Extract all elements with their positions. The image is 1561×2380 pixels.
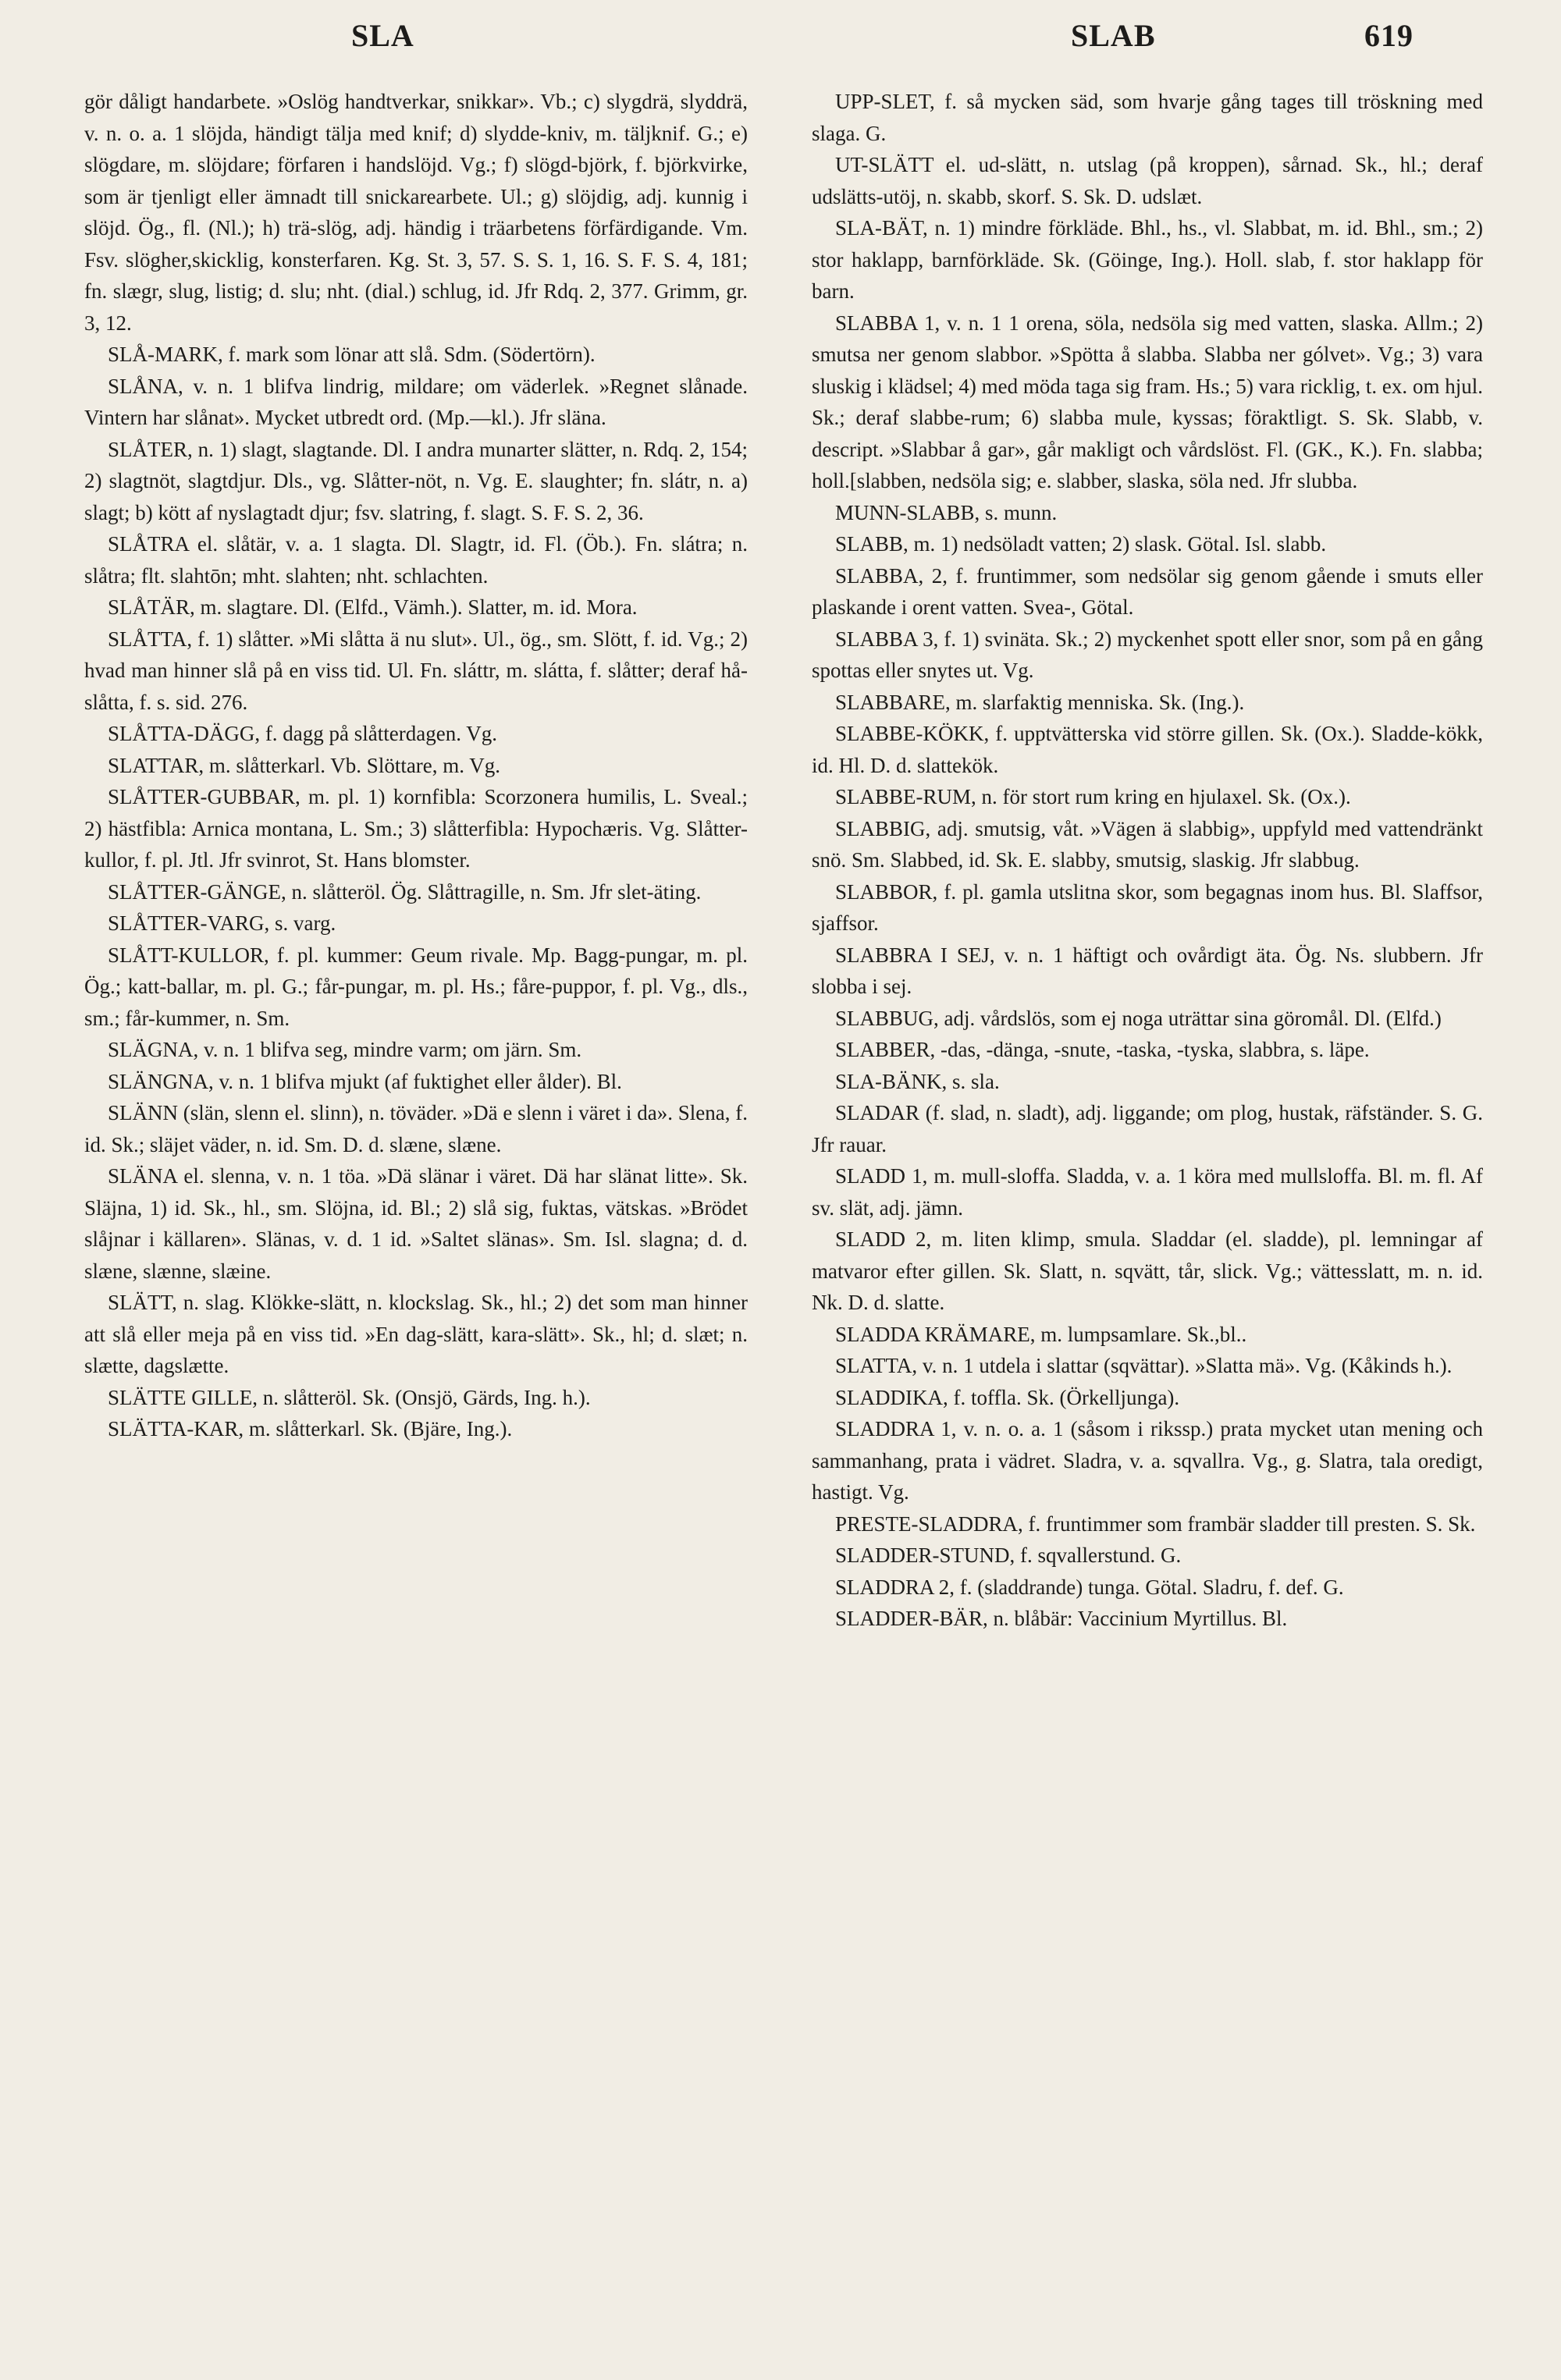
header-right-guideword: SLAB xyxy=(1071,18,1156,53)
dictionary-entry: SLÅTTER-GUBBAR, m. pl. 1) kornfibla: Scorzonera humilis, L. Sveal.; 2) hästfibla: Arnica montana, L. Sm.; 3) slåtterfibla: Hypochæris. Vg. Slåtter-kullor, f. pl. Jtl. Jfr svinrot, St. Hans blomster. xyxy=(84,785,748,872)
dictionary-entry: SLABBUG, adj. vårdslös, som ej noga uträttar sina göromål. Dl. (Elfd.) xyxy=(835,1006,1442,1030)
dictionary-entry: SLABBA 3, f. 1) svinäta. Sk.; 2) myckenhet spott eller snor, som på en gång spottas eller snytes ut. Vg. xyxy=(812,627,1483,682)
dictionary-entry: gör dåligt handarbete. »Oslög handtverkar, snikkar». Vb.; c) slygdrä, slyddrä, v. n. o. a. 1 slöjda, händigt tälja med knif; d) slydde-kniv, m. täljknif. G.; e) slögdare, m. slöjdare; förfaren i handslöjd. Vg.; f) slögd-björk, f. björkvirke, som är tjenligt eller ämnadt till snickarearbete. Ul.; g) slöjdig, adj. kunnig i slöjd. Ög., fl. (Nl.); h) trä-slög, adj. händig i träarbetens förfärdigande. Vm. Fsv. slögher,skicklig, konsterfaren. Kg. St. 3, 57. S. S. 1, 16. S. F. S. 4, 181; fn. slægr, slug, listig; d. slu; nht. (dial.) schlug, id. Jfr Rdq. 2, 377. Grimm, gr. 3, 12. xyxy=(84,90,748,335)
running-header xyxy=(0,17,1561,64)
dictionary-entry: SLÄTTE GILLE, n. slåtteröl. Sk. (Onsjö, Gärds, Ing. h.). xyxy=(108,1385,591,1409)
dictionary-entry: SLABB, m. 1) nedsöladt vatten; 2) slask. Götal. Isl. slabb. xyxy=(835,532,1327,556)
dictionary-entry: SLÅ-MARK, f. mark som lönar att slå. Sdm. (Södertörn). xyxy=(108,343,596,366)
dictionary-entry: SLADD 2, m. liten klimp, smula. Sladdar (el. sladde), pl. lemningar af matvaror efter gillen. Sk. Slatt, n. sqvätt, tår, slick. Vg.; vättesslatt, m. n. id. Nk. D. d. slatte. xyxy=(812,1227,1483,1314)
dictionary-entry: SLADDRA 2, f. (sladdrande) tunga. Götal. Sladru, f. def. G. xyxy=(835,1575,1344,1599)
dictionary-entry: SLÄTTA-KAR, m. slåtterkarl. Sk. (Bjäre, Ing.). xyxy=(108,1417,513,1440)
dictionary-entry: SLÄNA el. slenna, v. n. 1 töa. »Dä slänar i väret. Dä har slänat litte». Sk. Släjna, 1) id. Sk., hl., sm. Slöjna, id. Bl.; 2) slå sig, fuktas, vätskas. »Brödet slåjnar i källaren». Slänas, v. d. 1 id. »Saltet slänas». Sm. Isl. slagna; d. d. slæne, slænne, slæine. xyxy=(84,1164,748,1283)
dictionary-entry: SLABBIG, adj. smutsig, våt. »Vägen ä slabbig», uppfyld med vattendränkt snö. Sm. Slabbed, id. Sk. E. slabby, smutsig, slaskig. Jfr slabbug. xyxy=(812,816,1483,872)
right-column xyxy=(812,86,1483,1635)
left-column xyxy=(84,86,748,1445)
dictionary-entry: SLÅTTER-GÄNGE, n. slåtteröl. Ög. Slåttragille, n. Sm. Jfr slet-äting. xyxy=(108,879,702,904)
dictionary-entry: SLABBRA I SEJ, v. n. 1 häftigt och ovårdigt äta. Ög. Ns. slubbern. Jfr slobba i sej. xyxy=(812,943,1483,998)
dictionary-entry: SLABBARE, m. slarfaktig menniska. Sk. (Ing.). xyxy=(835,690,1245,714)
dictionary-entry: SLABBE-KÖKK, f. upptvätterska vid större gillen. Sk. (Ox.). Sladde-kökk, id. Hl. D. d. slattekök. xyxy=(812,722,1483,777)
dictionary-entry: SLÅTRA el. slåtär, v. a. 1 slagta. Dl. Slagtr, id. Fl. (Öb.). Fn. slátra; n. slåtra; flt. slahtōn; mht. slahten; nht. schlachten. xyxy=(84,532,748,588)
dictionary-entry: SLADD 1, m. mull-sloffa. Sladda, v. a. 1 köra med mullsloffa. Bl. m. fl. Af sv. slät, adj. jämn. xyxy=(812,1164,1483,1220)
dictionary-entry: UPP-SLET, f. så mycken säd, som hvarje gång tages till tröskning med slaga. G. xyxy=(812,90,1483,145)
dictionary-entry: UT-SLÄTT el. ud-slätt, n. utslag (på kroppen), sårnad. Sk., hl.; deraf udslätts-utöj, n. skabb, skorf. S. Sk. D. udslæt. xyxy=(812,153,1483,208)
dictionary-entry: PRESTE-SLADDRA, f. fruntimmer som frambär sladder till presten. S. Sk. xyxy=(835,1511,1476,1536)
dictionary-entry: SLA-BÄT, n. 1) mindre förkläde. Bhl., hs., vl. Slabbat, m. id. Bhl., sm.; 2) stor haklapp, barnförkläde. Sk. (Göinge, Ing.). Holl. slab, f. stor haklapp för barn. xyxy=(812,216,1483,303)
dictionary-entry: SLABBA, 2, f. fruntimmer, som nedsölar sig genom gående i smuts eller plaskande i orent vatten. Svea-, Götal. xyxy=(812,563,1483,619)
dictionary-entry: SLATTAR, m. slåtterkarl. Vb. Slöttare, m. Vg. xyxy=(108,753,501,777)
dictionary-entry: SLADDER-STUND, f. sqvallerstund. G. xyxy=(835,1543,1182,1567)
dictionary-entry: SLÅTER, n. 1) slagt, slagtande. Dl. I andra munarter slätter, n. Rdq. 2, 154; 2) slagtnöt, slagtdjur. Dls., vg. Slåtter-nöt, n. Vg. E. slaughter; fn. slátr, n. a) slagt; b) kött af nyslagtadt djur; fsv. slatring, f. slagt. S. F. S. 2, 36. xyxy=(84,437,748,524)
dictionary-entry: SLABBA 1, v. n. 1 1 orena, söla, nedsöla sig med vatten, slaska. Allm.; 2) smutsa ner genom slabbor. »Spötta å slabba. Slabba ner gólvet». Vg.; 3) vara sluskig i klädsel; 4) med möda taga sig fram. Hs.; 5) vara ricklig, t. ex. om hjul. Sk.; deraf slabbe-rum; 6) slabba mule, kyssas; föraktligt. S. Sk. Slabb, v. descript. »Slabbar å gar», går makligt och vårdslöst. Fl. (GK., K.). Fn. slabba; holl.[slabben, nedsöla sig; e. slabber, slaska, söla ned. Jfr slubba. xyxy=(812,311,1483,492)
dictionary-entry: SLÄGNA, v. n. 1 blifva seg, mindre varm; om järn. Sm. xyxy=(108,1038,582,1061)
dictionary-entry: SLABBER, -das, -dänga, -snute, -taska, -tyska, slabbra, s. läpe. xyxy=(835,1038,1370,1061)
dictionary-entry: SLÅTÄR, m. slagtare. Dl. (Elfd., Vämh.). Slatter, m. id. Mora. xyxy=(108,595,638,619)
dictionary-entry: SLABBOR, f. pl. gamla utslitna skor, som begagnas inom hus. Bl. Slaffsor, sjaffsor. xyxy=(812,879,1483,935)
dictionary-entry: SLÄTT, n. slag. Klökke-slätt, n. klockslag. Sk., hl.; 2) det som man hinner att slå eller meja på en viss tid. »En dag-slätt, kara-slätt». Sk., hl; d. slæt; n. slætte, dagslætte. xyxy=(84,1291,748,1377)
dictionary-entry: SLÄNGNA, v. n. 1 blifva mjukt (af fuktighet eller ålder). Bl. xyxy=(108,1069,622,1093)
dictionary-entry: SLADDRA 1, v. n. o. a. 1 (såsom i rikssp.) prata mycket utan mening och sammanhang, prata i vädret. Sladra, v. a. sqvallra. Vg., g. Slatra, tala oredigt, hastigt. Vg. xyxy=(812,1417,1483,1504)
dictionary-entry: SLÅTTA-DÄGG, f. dagg på slåtterdagen. Vg. xyxy=(108,722,497,745)
page-number: 619 xyxy=(1364,18,1413,53)
dictionary-entry: SLADDER-BÄR, n. blåbär: Vaccinium Myrtillus. Bl. xyxy=(835,1607,1288,1630)
header-left-guideword: SLA xyxy=(351,18,414,53)
dictionary-entry: SLATTA, v. n. 1 utdela i slattar (sqvättar). »Slatta mä». Vg. (Kåkinds h.). xyxy=(835,1354,1453,1377)
dictionary-entry: MUNN-SLABB, s. munn. xyxy=(835,500,1058,524)
dictionary-entry: SLÄNN (slän, slenn el. slinn), n. töväder. »Dä e slenn i väret i da». Slena, f. id. Sk.; släjet väder, n. id. Sm. D. d. slæne, slæne. xyxy=(84,1101,748,1156)
dictionary-entry: SLADDA KRÄMARE, m. lumpsamlare. Sk.,bl.. xyxy=(835,1322,1247,1346)
dictionary-entry: SLÅTTER-VARG, s. varg. xyxy=(108,911,336,935)
dictionary-entry: SLÅTTA, f. 1) slåtter. »Mi slåtta ä nu slut». Ul., ög., sm. Slött, f. id. Vg.; 2) hvad man hinner slå på en viss tid. Ul. Fn. sláttr, m. slátta, f. slåtter; deraf hå-slåtta, f. s. sid. 276. xyxy=(84,627,748,714)
dictionary-entry: SLA-BÄNK, s. sla. xyxy=(835,1069,1000,1093)
dictionary-entry: SLADAR (f. slad, n. sladt), adj. liggande; om plog, hustak, räfständer. S. G. Jfr rauar. xyxy=(812,1101,1483,1156)
dictionary-entry: SLÅTT-KULLOR, f. pl. kummer: Geum rivale. Mp. Bagg-pungar, m. pl. Ög.; katt-ballar, m. pl. G.; får-pungar, m. pl. Hs.; fåre-puppor, f. pl. Vg., dls., sm.; får-kummer, n. Sm. xyxy=(84,943,748,1030)
dictionary-entry: SLÅNA, v. n. 1 blifva lindrig, mildare; om väderlek. »Regnet slånade. Vintern har slånat». Mycket utbredt ord. (Mp.—kl.). Jfr släna. xyxy=(84,374,748,429)
dictionary-entry: SLADDIKA, f. toffla. Sk. (Örkelljunga). xyxy=(835,1385,1180,1409)
dictionary-entry: SLABBE-RUM, n. för stort rum kring en hjulaxel. Sk. (Ox.). xyxy=(835,785,1351,808)
